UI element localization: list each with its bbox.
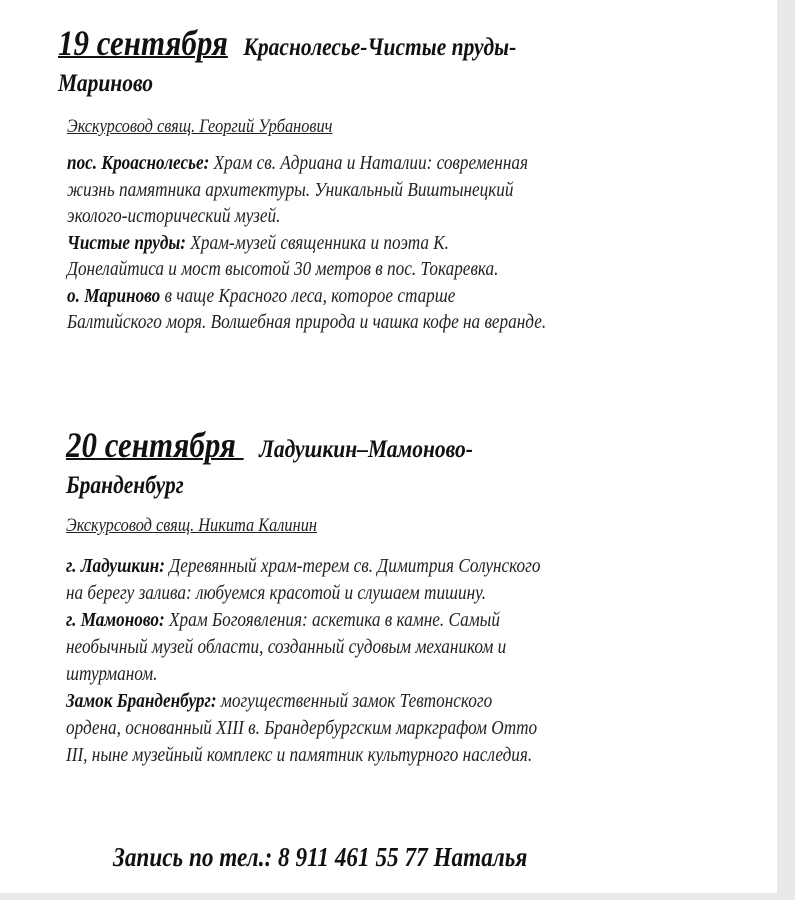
place-name: Замок Бранденбург: (66, 690, 217, 712)
description-line (67, 311, 546, 334)
description-line (67, 152, 528, 175)
line-text: Деревянный храм-терем св. Димитрия Солунского (164, 555, 541, 577)
day2-route: Ладушкин–Мамоново- (259, 436, 473, 463)
line-text: необычный музей области, созданный судовым механиком и (66, 636, 507, 658)
line-text: III, ныне музейный комплекс и памятник культурного наследия. (66, 744, 533, 766)
description-line (67, 205, 280, 228)
description-line (67, 285, 455, 308)
day1-heading (58, 22, 516, 64)
line-text: штурманом. (66, 663, 158, 685)
place-name: пос. Кроаснолесье: (67, 152, 210, 174)
place-name: г. Мамоново: (66, 609, 165, 631)
description-line (67, 179, 514, 202)
line-text: Храм св. Адриана и Наталии: современная (209, 152, 528, 174)
place-name: Чистые пруды: (67, 231, 187, 254)
line-text: Храм-музей священника и поэта К. (186, 231, 449, 254)
description-line (66, 744, 532, 767)
description-line (66, 609, 500, 632)
line-text: в чаще Красного леса, которое старше (160, 284, 456, 307)
line-text: Балтийского моря. Волшебная природа и чашка кофе на веранде. (67, 311, 547, 333)
line-text: ордена, основанный XIII в. Брандербургским маркграфом Отто (66, 717, 538, 739)
place-name: г. Ладушкин: (66, 555, 165, 577)
line-text: Донелайтиса и мост высотой 30 метров в пос. Токаревка. (67, 258, 499, 280)
line-text: Храм Богоявления: аскетика в камне. Самый (164, 609, 500, 631)
description-line (67, 232, 449, 255)
description-line (66, 690, 492, 713)
line-text: могущественный замок Тевтонского (216, 690, 493, 712)
line-text: жизнь памятника архитектуры. Уникальный Виштынецкий (67, 178, 514, 201)
day1-date: 19 сентября (58, 23, 228, 63)
line-text: эколого-исторический музей. (67, 205, 281, 227)
booking-phone: Запись по тел.: 8 911 461 55 77 Наталья (113, 842, 528, 872)
description-line (66, 663, 157, 686)
place-name: о. Мариново (67, 284, 161, 307)
description-line (66, 717, 537, 740)
description-line (66, 555, 540, 578)
day1-route-cont: Мариново (58, 70, 154, 97)
description-line (67, 258, 498, 281)
description-line (66, 636, 506, 659)
day1-route: Краснолесье-Чистые пруды- (243, 34, 517, 61)
day2-date: 20 сентября (66, 425, 244, 465)
day2-guide: Экскурсовод свящ. Никита Калинин (66, 515, 317, 536)
description-line (66, 582, 486, 605)
line-text: на берегу залива: любуемся красотой и слушаем тишину. (66, 582, 487, 604)
day2-route-cont: Бранденбург (66, 472, 184, 499)
day1-guide: Экскурсовод свящ. Георгий Урбанович (67, 116, 333, 137)
day2-heading (66, 424, 473, 466)
